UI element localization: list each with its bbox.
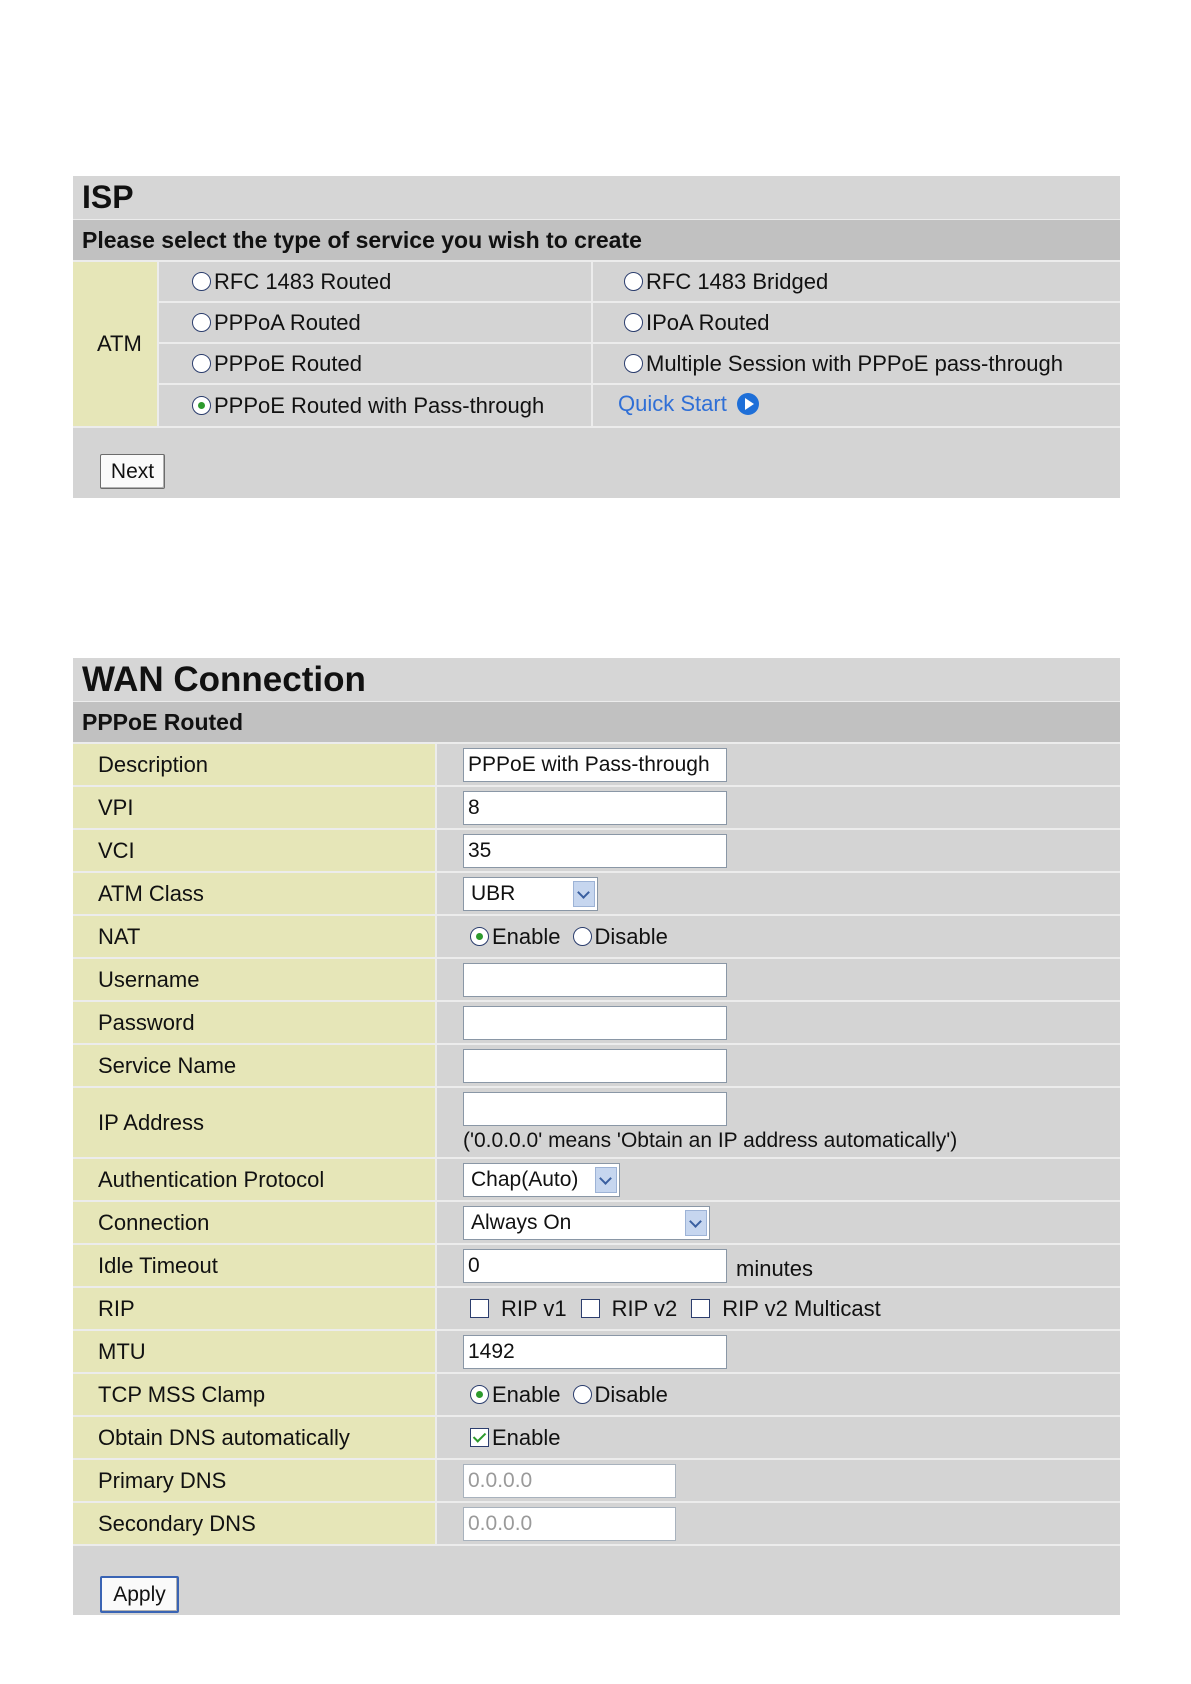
label-obtain-dns: Obtain DNS automatically (73, 1417, 437, 1458)
chevron-down-icon (595, 1167, 617, 1193)
label-vci: VCI (73, 830, 437, 871)
option-label: RFC 1483 Routed (214, 268, 392, 294)
next-button[interactable]: Next (100, 454, 165, 489)
label-rip: RIP (73, 1288, 437, 1329)
rip-v2-multicast-option[interactable] (691, 1296, 881, 1322)
mss-disable-option[interactable] (573, 1382, 668, 1408)
row-ip-address (73, 1088, 1120, 1159)
idle-timeout-input[interactable] (463, 1249, 727, 1283)
nat-disable-option[interactable] (573, 924, 668, 950)
atm-class-select[interactable] (463, 877, 598, 911)
isp-subtitle: Please select the type of service you wish to create (73, 220, 1120, 262)
nat-enable-label: Enable (492, 923, 561, 949)
label-vpi: VPI (73, 787, 437, 828)
password-input[interactable] (463, 1006, 727, 1040)
row-secondary-dns (73, 1503, 1120, 1546)
mss-enable-option[interactable] (470, 1382, 561, 1408)
auth-protocol-value: Chap(Auto) (471, 1167, 579, 1191)
label-description: Description (73, 744, 437, 785)
label-atm-class: ATM Class (73, 873, 437, 914)
obtain-dns-option[interactable] (470, 1425, 561, 1451)
ip-address-input[interactable] (463, 1092, 727, 1126)
ip-address-hint: ('0.0.0.0' means 'Obtain an IP address automatically') (463, 1129, 958, 1152)
rip-v2-checkbox[interactable] (581, 1299, 600, 1318)
chevron-down-icon (685, 1210, 707, 1236)
mss-disable-radio[interactable] (573, 1385, 592, 1404)
label-service-name: Service Name (73, 1045, 437, 1086)
label-mtu: MTU (73, 1331, 437, 1372)
option-rfc1483-routed[interactable] (159, 262, 593, 301)
radio-pppoe-pass-through[interactable] (192, 396, 211, 415)
rip-v1-option[interactable] (470, 1296, 567, 1322)
row-atm-class (73, 873, 1120, 916)
row-vpi (73, 787, 1120, 830)
row-connection (73, 1202, 1120, 1245)
row-nat (73, 916, 1120, 959)
row-primary-dns (73, 1460, 1120, 1503)
option-pppoe-routed[interactable] (159, 344, 593, 383)
nat-enable-radio[interactable] (470, 927, 489, 946)
row-mtu (73, 1331, 1120, 1374)
option-rfc1483-bridged[interactable] (593, 262, 1120, 301)
radio-multiple-session[interactable] (624, 354, 643, 373)
row-username (73, 959, 1120, 1002)
rip-v2-option[interactable] (581, 1296, 678, 1322)
row-auth-protocol (73, 1159, 1120, 1202)
label-ip-address: IP Address (73, 1088, 437, 1157)
rip-v1-label: RIP v1 (501, 1295, 567, 1321)
option-label: PPPoE Routed with Pass-through (214, 392, 545, 418)
obtain-dns-label: Enable (492, 1424, 561, 1450)
option-label: Multiple Session with PPPoE pass-through (646, 350, 1063, 376)
label-idle-timeout: Idle Timeout (73, 1245, 437, 1286)
radio-pppoe-routed[interactable] (192, 354, 211, 373)
radio-pppoa-routed[interactable] (192, 313, 211, 332)
row-vci (73, 830, 1120, 873)
row-tcp-mss-clamp (73, 1374, 1120, 1417)
label-secondary-dns: Secondary DNS (73, 1503, 437, 1544)
option-label: IPoA Routed (646, 309, 770, 335)
isp-row (159, 303, 1120, 344)
nat-enable-option[interactable] (470, 924, 561, 950)
connection-select[interactable] (463, 1206, 710, 1240)
play-arrow-icon (737, 393, 759, 415)
isp-footer (73, 426, 1120, 498)
atm-class-value: UBR (471, 881, 516, 905)
apply-button[interactable]: Apply (100, 1576, 179, 1613)
rip-v2-multicast-label: RIP v2 Multicast (722, 1295, 881, 1321)
radio-rfc1483-routed[interactable] (192, 272, 211, 291)
row-password (73, 1002, 1120, 1045)
isp-panel (73, 176, 1120, 498)
option-multiple-session[interactable] (593, 344, 1120, 383)
vpi-input[interactable] (463, 791, 727, 825)
atm-label: ATM (73, 262, 159, 426)
rip-v2-multicast-checkbox[interactable] (691, 1299, 710, 1318)
rip-v2-label: RIP v2 (611, 1295, 678, 1321)
option-label: RFC 1483 Bridged (646, 268, 829, 294)
row-description (73, 744, 1120, 787)
wan-subtitle: PPPoE Routed (73, 702, 1120, 744)
quick-start-label: Quick Start (618, 391, 727, 416)
label-username: Username (73, 959, 437, 1000)
service-name-input[interactable] (463, 1049, 727, 1083)
option-ipoa-routed[interactable] (593, 303, 1120, 342)
mtu-input[interactable] (463, 1335, 727, 1369)
isp-row (159, 344, 1120, 385)
nat-disable-label: Disable (594, 923, 668, 949)
row-idle-timeout (73, 1245, 1120, 1288)
connection-value: Always On (471, 1210, 572, 1234)
isp-service-grid (73, 262, 1120, 426)
quick-start-link[interactable] (618, 391, 759, 417)
radio-ipoa-routed[interactable] (624, 313, 643, 332)
rip-v1-checkbox[interactable] (470, 1299, 489, 1318)
option-pppoe-pass-through[interactable] (159, 385, 593, 426)
option-pppoa-routed[interactable] (159, 303, 593, 342)
secondary-dns-input[interactable] (463, 1507, 676, 1541)
mss-enable-label: Enable (492, 1381, 561, 1407)
mss-enable-radio[interactable] (470, 1385, 489, 1404)
label-password: Password (73, 1002, 437, 1043)
wan-title: WAN Connection (73, 658, 1120, 702)
isp-row (159, 262, 1120, 303)
row-service-name (73, 1045, 1120, 1088)
label-auth-protocol: Authentication Protocol (73, 1159, 437, 1200)
mss-disable-label: Disable (594, 1381, 668, 1407)
vci-input[interactable] (463, 834, 727, 868)
row-obtain-dns (73, 1417, 1120, 1460)
isp-row (159, 385, 1120, 426)
obtain-dns-checkbox[interactable] (470, 1428, 489, 1447)
wan-footer (73, 1546, 1120, 1615)
nat-disable-radio[interactable] (573, 927, 592, 946)
chevron-down-icon (573, 881, 595, 907)
option-label: PPPoE Routed (214, 350, 362, 376)
label-tcp-mss-clamp: TCP MSS Clamp (73, 1374, 437, 1415)
row-rip (73, 1288, 1120, 1331)
option-label: PPPoA Routed (214, 309, 361, 335)
label-nat: NAT (73, 916, 437, 957)
idle-timeout-unit: minutes (736, 1255, 814, 1281)
auth-protocol-select[interactable] (463, 1163, 620, 1197)
wan-connection-panel (73, 658, 1120, 1615)
radio-rfc1483-bridged[interactable] (624, 272, 643, 291)
label-connection: Connection (73, 1202, 437, 1243)
quick-start-cell (593, 385, 1120, 426)
username-input[interactable] (463, 963, 727, 997)
isp-title: ISP (73, 176, 1120, 220)
label-primary-dns: Primary DNS (73, 1460, 437, 1501)
description-input[interactable] (463, 748, 727, 782)
primary-dns-input[interactable] (463, 1464, 676, 1498)
